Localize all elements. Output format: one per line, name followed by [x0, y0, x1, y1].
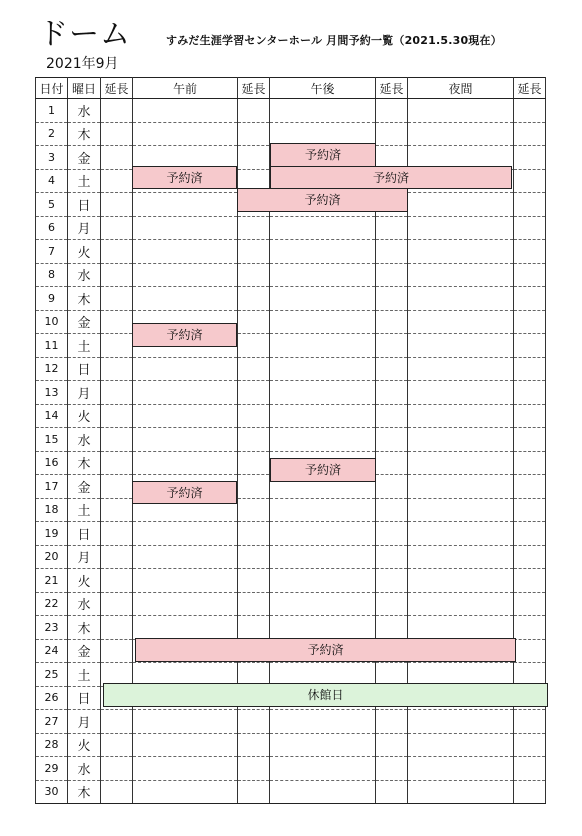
slot-cell — [238, 146, 270, 170]
slot-cell — [133, 569, 238, 593]
slot-cell — [376, 545, 408, 569]
slot-cell — [376, 616, 408, 640]
slot-cell — [514, 99, 546, 123]
slot-cell — [101, 616, 133, 640]
slot-cell — [408, 357, 514, 381]
slot-cell — [270, 592, 376, 616]
slot-cell — [514, 498, 546, 522]
date-cell: 20 — [36, 545, 68, 569]
slot-cell — [514, 122, 546, 146]
date-cell: 1 — [36, 99, 68, 123]
weekday-cell: 木 — [68, 616, 101, 640]
weekday-cell: 火 — [68, 569, 101, 593]
slot-cell — [270, 545, 376, 569]
slot-cell — [133, 193, 238, 217]
table-row — [36, 240, 546, 264]
table-row — [36, 99, 546, 123]
slot-cell — [238, 404, 270, 428]
slot-cell — [101, 146, 133, 170]
slot-cell — [270, 780, 376, 804]
date-cell: 24 — [36, 639, 68, 663]
date-cell: 7 — [36, 240, 68, 264]
slot-cell — [514, 733, 546, 757]
slot-cell — [133, 287, 238, 311]
slot-cell — [514, 569, 546, 593]
slot-cell — [270, 404, 376, 428]
slot-cell — [376, 334, 408, 358]
reservation-bar: 予約済 — [135, 638, 516, 662]
slot-cell — [514, 522, 546, 546]
slot-cell — [408, 263, 514, 287]
slot-cell — [514, 428, 546, 452]
date-cell: 16 — [36, 451, 68, 475]
slot-cell — [238, 310, 270, 334]
weekday-cell: 火 — [68, 404, 101, 428]
slot-cell — [514, 169, 546, 193]
slot-cell — [376, 733, 408, 757]
slot-cell — [270, 569, 376, 593]
slot-cell — [270, 616, 376, 640]
slot-cell — [133, 240, 238, 264]
slot-cell — [408, 522, 514, 546]
weekday-cell: 月 — [68, 381, 101, 405]
slot-cell — [514, 287, 546, 311]
slot-cell — [238, 428, 270, 452]
slot-cell — [238, 99, 270, 123]
date-cell: 17 — [36, 475, 68, 499]
reservation-bar: 予約済 — [270, 166, 512, 190]
date-cell: 22 — [36, 592, 68, 616]
slot-cell — [101, 592, 133, 616]
date-cell: 11 — [36, 334, 68, 358]
table-row — [36, 733, 546, 757]
slot-cell — [514, 545, 546, 569]
slot-cell — [133, 780, 238, 804]
slot-cell — [270, 287, 376, 311]
date-cell: 26 — [36, 686, 68, 710]
slot-cell — [238, 710, 270, 734]
slot-cell — [514, 216, 546, 240]
header-extension: 延長 — [376, 78, 408, 99]
weekday-cell: 土 — [68, 498, 101, 522]
slot-cell — [101, 240, 133, 264]
header-date: 日付 — [36, 78, 68, 99]
slot-cell — [101, 475, 133, 499]
slot-cell — [238, 216, 270, 240]
slot-cell — [408, 498, 514, 522]
table-row — [36, 569, 546, 593]
date-cell: 9 — [36, 287, 68, 311]
slot-cell — [133, 381, 238, 405]
slot-cell — [514, 310, 546, 334]
month-label: 2021年9月 — [46, 56, 119, 72]
weekday-cell: 金 — [68, 639, 101, 663]
weekday-cell: 土 — [68, 663, 101, 687]
slot-cell — [376, 498, 408, 522]
slot-cell — [270, 334, 376, 358]
slot-cell — [133, 216, 238, 240]
slot-cell — [238, 451, 270, 475]
slot-cell — [408, 616, 514, 640]
table-row — [36, 404, 546, 428]
table-row — [36, 780, 546, 804]
date-cell: 2 — [36, 122, 68, 146]
slot-cell — [133, 757, 238, 781]
date-cell: 14 — [36, 404, 68, 428]
slot-cell — [408, 780, 514, 804]
weekday-cell: 火 — [68, 733, 101, 757]
slot-cell — [376, 263, 408, 287]
slot-cell — [376, 99, 408, 123]
slot-cell — [408, 569, 514, 593]
slot-cell — [376, 522, 408, 546]
header-weekday: 曜日 — [68, 78, 101, 99]
slot-cell — [514, 475, 546, 499]
date-cell: 10 — [36, 310, 68, 334]
table-row — [36, 710, 546, 734]
slot-cell — [238, 381, 270, 405]
slot-cell — [514, 616, 546, 640]
table-row — [36, 357, 546, 381]
date-cell: 30 — [36, 780, 68, 804]
slot-cell — [238, 522, 270, 546]
date-cell: 15 — [36, 428, 68, 452]
slot-cell — [133, 733, 238, 757]
header-night: 夜間 — [408, 78, 514, 99]
date-cell: 3 — [36, 146, 68, 170]
slot-cell — [270, 733, 376, 757]
slot-cell — [133, 428, 238, 452]
slot-cell — [408, 404, 514, 428]
slot-cell — [376, 122, 408, 146]
slot-cell — [408, 381, 514, 405]
header-extension: 延長 — [514, 78, 546, 99]
slot-cell — [408, 334, 514, 358]
reservation-bar: 予約済 — [132, 166, 237, 190]
slot-cell — [101, 334, 133, 358]
slot-cell — [376, 569, 408, 593]
slot-cell — [238, 122, 270, 146]
slot-cell — [270, 428, 376, 452]
slot-cell — [408, 99, 514, 123]
slot-cell — [238, 616, 270, 640]
weekday-cell: 木 — [68, 122, 101, 146]
slot-cell — [376, 451, 408, 475]
weekday-cell: 日 — [68, 357, 101, 381]
header-morning: 午前 — [133, 78, 238, 99]
slot-cell — [133, 545, 238, 569]
table-row — [36, 310, 546, 334]
slot-cell — [514, 639, 546, 663]
slot-cell — [101, 404, 133, 428]
slot-cell — [238, 498, 270, 522]
date-cell: 23 — [36, 616, 68, 640]
weekday-cell: 日 — [68, 193, 101, 217]
slot-cell — [376, 592, 408, 616]
slot-cell — [133, 451, 238, 475]
weekday-cell: 水 — [68, 757, 101, 781]
slot-cell — [133, 616, 238, 640]
slot-cell — [408, 240, 514, 264]
slot-cell — [270, 216, 376, 240]
header-afternoon: 午後 — [270, 78, 376, 99]
date-cell: 13 — [36, 381, 68, 405]
slot-cell — [238, 780, 270, 804]
slot-cell — [101, 545, 133, 569]
table-row — [36, 592, 546, 616]
slot-cell — [514, 710, 546, 734]
weekday-cell: 金 — [68, 310, 101, 334]
table-row — [36, 216, 546, 240]
slot-cell — [514, 757, 546, 781]
slot-cell — [408, 428, 514, 452]
slot-cell — [270, 498, 376, 522]
slot-cell — [514, 193, 546, 217]
slot-cell — [270, 240, 376, 264]
slot-cell — [376, 357, 408, 381]
table-row — [36, 287, 546, 311]
slot-cell — [514, 780, 546, 804]
slot-cell — [270, 381, 376, 405]
slot-cell — [238, 287, 270, 311]
slot-cell — [101, 498, 133, 522]
slot-cell — [408, 475, 514, 499]
slot-cell — [238, 263, 270, 287]
slot-cell — [514, 404, 546, 428]
slot-cell — [408, 287, 514, 311]
slot-cell — [101, 287, 133, 311]
date-cell: 29 — [36, 757, 68, 781]
weekday-cell: 水 — [68, 99, 101, 123]
slot-cell — [408, 710, 514, 734]
date-cell: 4 — [36, 169, 68, 193]
slot-cell — [238, 545, 270, 569]
weekday-cell: 日 — [68, 522, 101, 546]
table-row — [36, 428, 546, 452]
weekday-cell: 日 — [68, 686, 101, 710]
slot-cell — [133, 357, 238, 381]
slot-cell — [408, 451, 514, 475]
slot-cell — [101, 99, 133, 123]
table-row — [36, 381, 546, 405]
slot-cell — [101, 263, 133, 287]
weekday-cell: 水 — [68, 263, 101, 287]
slot-cell — [133, 99, 238, 123]
date-cell: 25 — [36, 663, 68, 687]
page-title: ドーム — [38, 17, 131, 52]
weekday-cell: 木 — [68, 780, 101, 804]
page-subtitle: すみだ生涯学習センターホール 月間予約一覧（2021.5.30現在） — [166, 34, 502, 47]
slot-cell — [101, 639, 133, 663]
date-cell: 19 — [36, 522, 68, 546]
table-row — [36, 545, 546, 569]
slot-cell — [376, 216, 408, 240]
slot-cell — [133, 592, 238, 616]
slot-cell — [376, 780, 408, 804]
slot-cell — [101, 710, 133, 734]
date-cell: 18 — [36, 498, 68, 522]
date-cell: 5 — [36, 193, 68, 217]
slot-cell — [238, 569, 270, 593]
weekday-cell: 月 — [68, 216, 101, 240]
date-cell: 27 — [36, 710, 68, 734]
slot-cell — [514, 451, 546, 475]
table-row — [36, 334, 546, 358]
slot-cell — [514, 146, 546, 170]
slot-cell — [514, 592, 546, 616]
slot-cell — [133, 263, 238, 287]
slot-cell — [514, 381, 546, 405]
slot-cell — [133, 522, 238, 546]
weekday-cell: 金 — [68, 475, 101, 499]
slot-cell — [408, 122, 514, 146]
slot-cell — [270, 122, 376, 146]
slot-cell — [238, 240, 270, 264]
reservation-bar: 予約済 — [132, 481, 237, 505]
weekday-cell: 土 — [68, 334, 101, 358]
slot-cell — [101, 122, 133, 146]
slot-cell — [408, 733, 514, 757]
slot-cell — [101, 569, 133, 593]
slot-cell — [270, 757, 376, 781]
slot-cell — [101, 310, 133, 334]
table-row — [36, 263, 546, 287]
date-cell: 21 — [36, 569, 68, 593]
slot-cell — [101, 193, 133, 217]
weekday-cell: 木 — [68, 287, 101, 311]
slot-cell — [376, 381, 408, 405]
slot-cell — [133, 404, 238, 428]
slot-cell — [376, 475, 408, 499]
reservation-bar: 予約済 — [270, 458, 376, 482]
slot-cell — [376, 310, 408, 334]
weekday-cell: 水 — [68, 428, 101, 452]
slot-cell — [238, 334, 270, 358]
slot-cell — [408, 757, 514, 781]
weekday-cell: 土 — [68, 169, 101, 193]
table-row — [36, 122, 546, 146]
slot-cell — [408, 216, 514, 240]
slot-cell — [270, 99, 376, 123]
slot-cell — [101, 381, 133, 405]
date-cell: 8 — [36, 263, 68, 287]
date-cell: 12 — [36, 357, 68, 381]
slot-cell — [133, 122, 238, 146]
table-row — [36, 757, 546, 781]
slot-cell — [101, 757, 133, 781]
weekday-cell: 金 — [68, 146, 101, 170]
slot-cell — [133, 710, 238, 734]
slot-cell — [376, 240, 408, 264]
slot-cell — [101, 451, 133, 475]
table-row — [36, 616, 546, 640]
slot-cell — [376, 404, 408, 428]
date-cell: 28 — [36, 733, 68, 757]
slot-cell — [408, 592, 514, 616]
closed-day-bar: 休館日 — [103, 683, 548, 707]
slot-cell — [101, 169, 133, 193]
header-extension: 延長 — [238, 78, 270, 99]
slot-cell — [408, 310, 514, 334]
slot-cell — [238, 357, 270, 381]
slot-cell — [270, 263, 376, 287]
slot-cell — [101, 780, 133, 804]
slot-cell — [238, 733, 270, 757]
slot-cell — [514, 357, 546, 381]
slot-cell — [376, 710, 408, 734]
slot-cell — [101, 428, 133, 452]
slot-cell — [408, 193, 514, 217]
slot-cell — [101, 216, 133, 240]
slot-cell — [270, 357, 376, 381]
weekday-cell: 月 — [68, 710, 101, 734]
table-row — [36, 498, 546, 522]
slot-cell — [101, 357, 133, 381]
slot-cell — [101, 733, 133, 757]
slot-cell — [270, 522, 376, 546]
slot-cell — [238, 592, 270, 616]
weekday-cell: 月 — [68, 545, 101, 569]
slot-cell — [238, 475, 270, 499]
slot-cell — [270, 710, 376, 734]
slot-cell — [376, 757, 408, 781]
slot-cell — [101, 522, 133, 546]
weekday-cell: 火 — [68, 240, 101, 264]
slot-cell — [514, 334, 546, 358]
table-row — [36, 522, 546, 546]
reservation-bar: 予約済 — [132, 323, 237, 347]
slot-cell — [514, 240, 546, 264]
weekday-cell: 水 — [68, 592, 101, 616]
weekday-cell: 木 — [68, 451, 101, 475]
slot-cell — [376, 428, 408, 452]
slot-cell — [408, 545, 514, 569]
header-extension: 延長 — [101, 78, 133, 99]
header-row — [36, 78, 546, 99]
date-cell: 6 — [36, 216, 68, 240]
reservation-bar: 予約済 — [270, 143, 376, 167]
reservation-bar: 予約済 — [237, 188, 408, 212]
slot-cell — [238, 757, 270, 781]
slot-cell — [514, 263, 546, 287]
slot-cell — [270, 310, 376, 334]
slot-cell — [376, 287, 408, 311]
